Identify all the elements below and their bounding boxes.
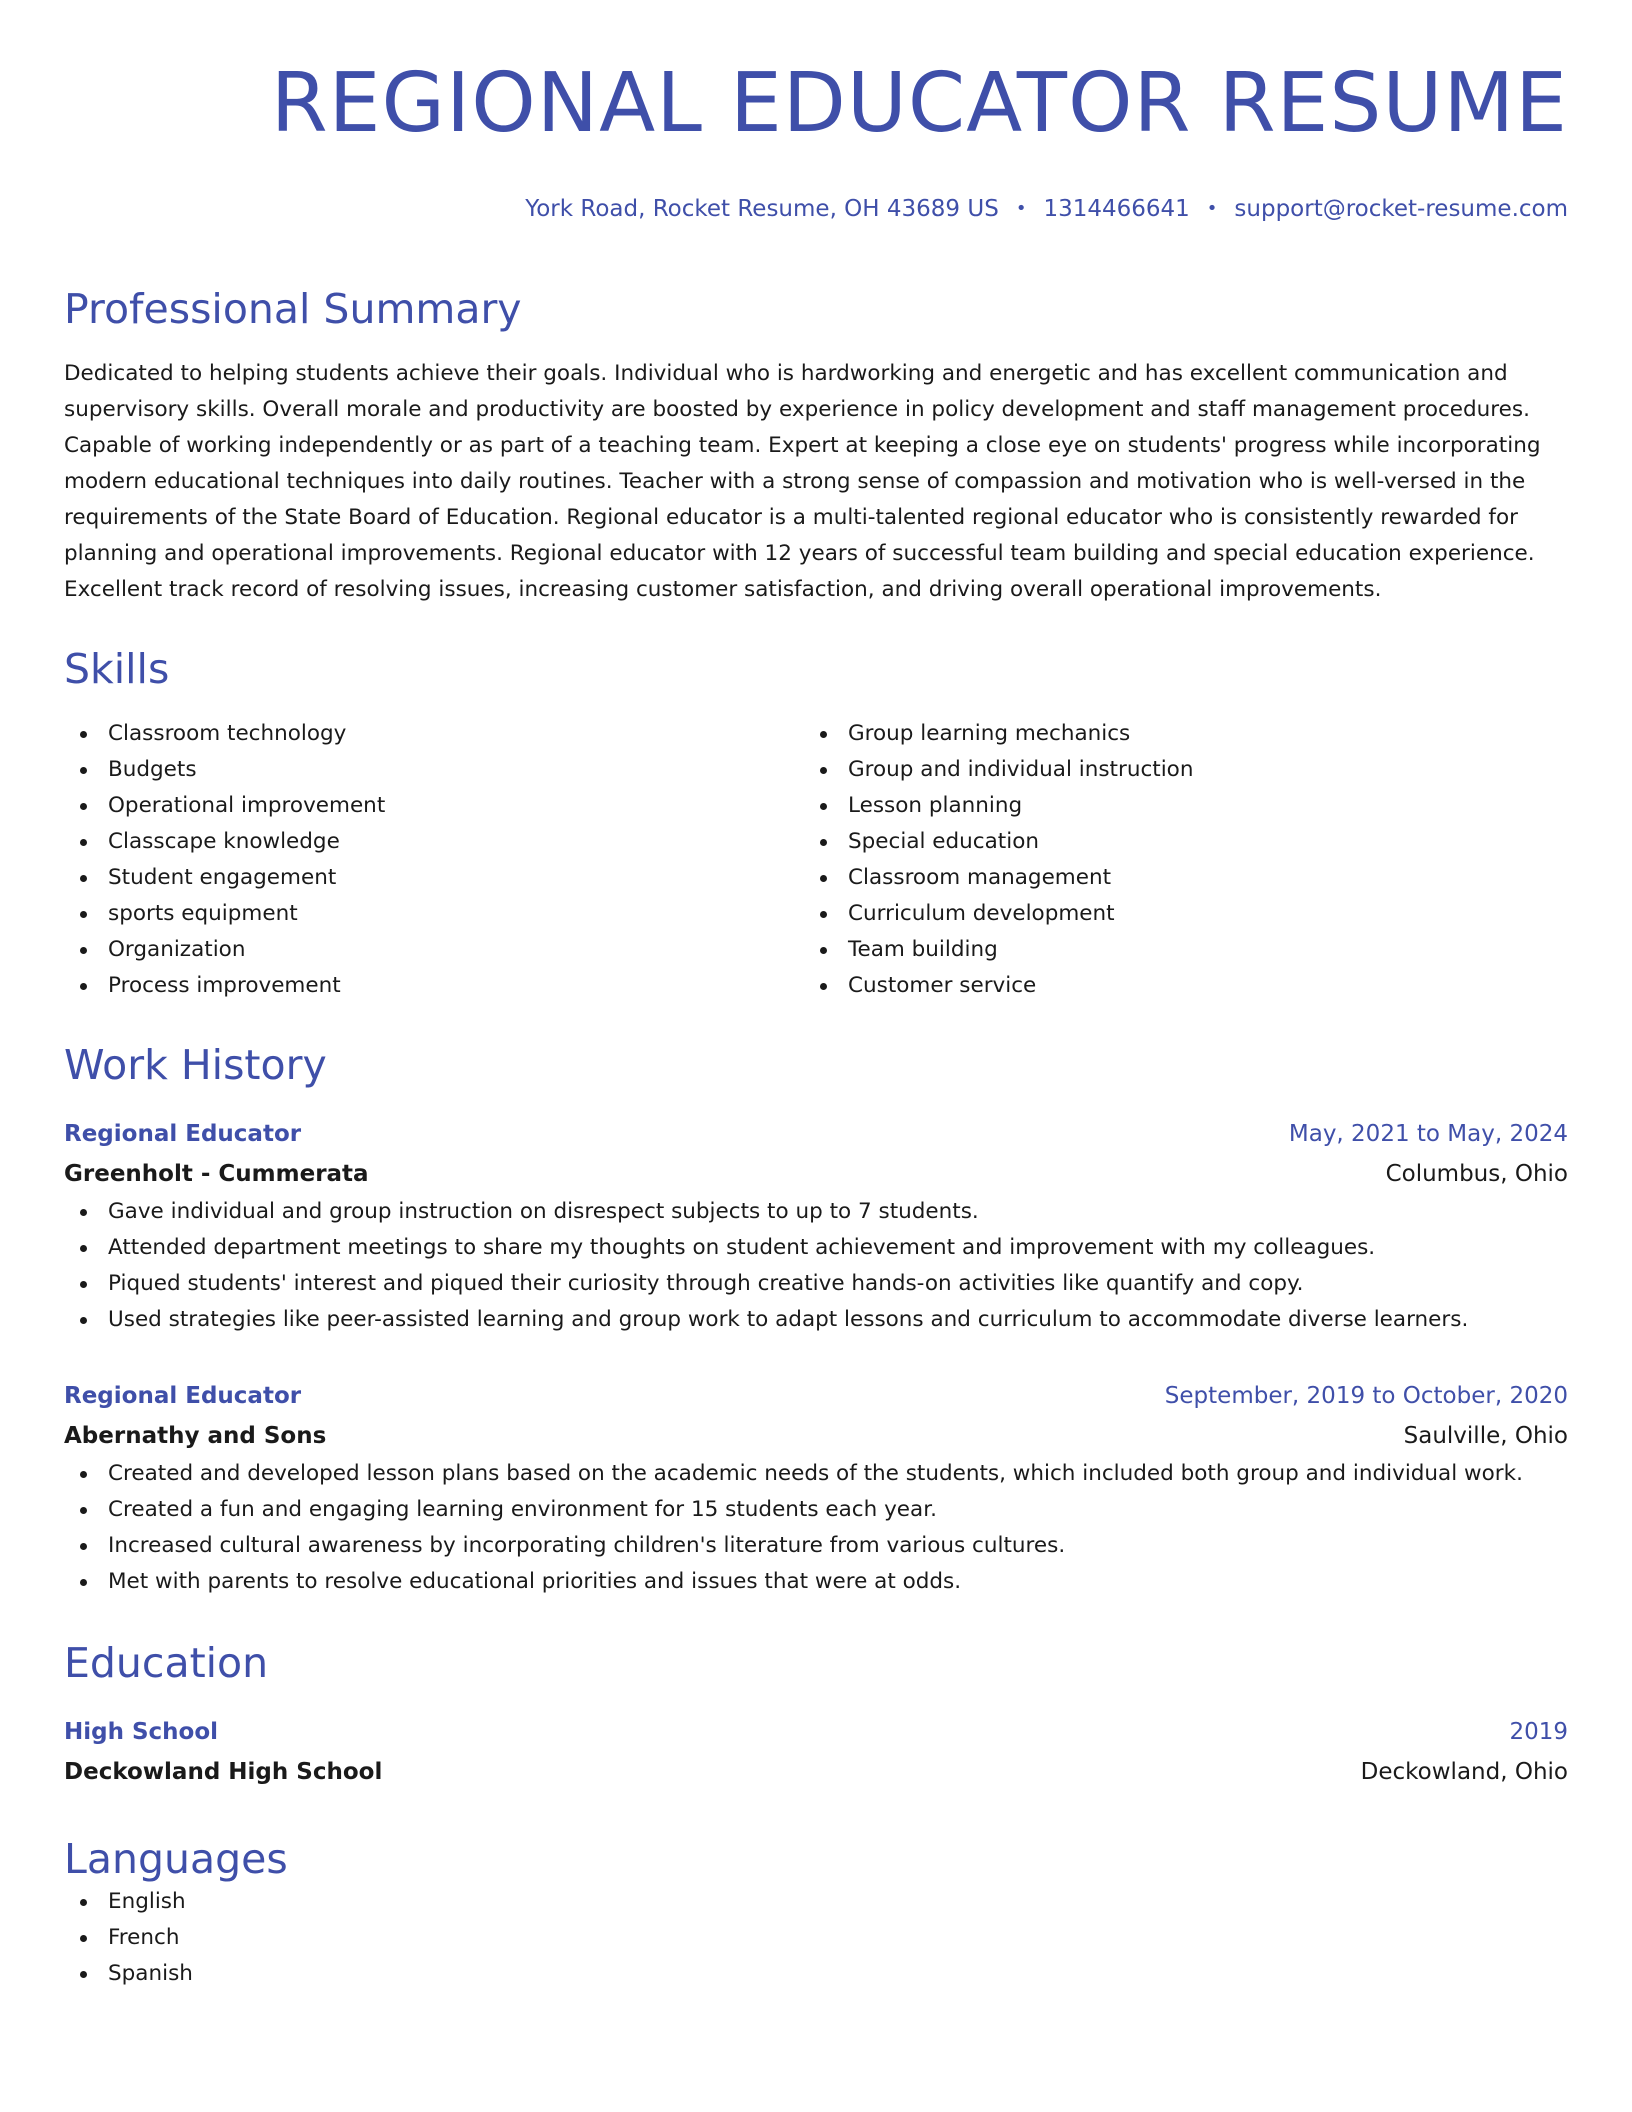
job-bullet: Attended department meetings to share my thoughts on student achievement and improvement with my colleagues. — [64, 1230, 1568, 1266]
skill-item: Student engagement — [64, 860, 804, 896]
education-subheader — [64, 1752, 1568, 1792]
skill-item: Special education — [804, 824, 1544, 860]
language-item: French — [64, 1920, 1568, 1956]
job-entry — [64, 1114, 1568, 1338]
skill-item: Group learning mechanics — [804, 716, 1544, 752]
skill-item: Team building — [804, 932, 1544, 968]
job-bullet: Created and developed lesson plans based on the academic needs of the students, which included both group and individual work. — [64, 1456, 1568, 1492]
contact-address: York Road, Rocket Resume, OH 43689 US — [525, 196, 999, 222]
education-location: Deckowland, Ohio — [1360, 1759, 1568, 1785]
languages-heading: Languages — [64, 1835, 288, 1883]
contact-email: support@rocket-resume.com — [1234, 196, 1568, 222]
contact-phone: 1314466641 — [1043, 196, 1190, 222]
job-role: Regional Educator — [64, 1383, 302, 1409]
job-bullets — [64, 1456, 1568, 1600]
skill-item: Classcape knowledge — [64, 824, 804, 860]
job-bullet: Created a fun and engaging learning environment for 15 students each year. — [64, 1492, 1568, 1528]
skill-item: Organization — [64, 932, 804, 968]
skill-item: Lesson planning — [804, 788, 1544, 824]
skills-column-left — [64, 716, 804, 1004]
skill-item: Customer service — [804, 968, 1544, 1004]
skill-item: Process improvement — [64, 968, 804, 1004]
languages-list — [64, 1884, 1568, 1992]
job-bullet: Piqued students' interest and piqued their curiosity through creative hands-on activities like quantify and copy. — [64, 1266, 1568, 1302]
job-company: Greenholt - Cummerata — [64, 1161, 369, 1187]
contact-line — [64, 194, 1568, 224]
summary-heading: Professional Summary — [64, 285, 522, 333]
job-location: Saulville, Ohio — [1403, 1423, 1568, 1449]
skill-item: Group and individual instruction — [804, 752, 1544, 788]
job-role: Regional Educator — [64, 1121, 302, 1147]
job-company: Abernathy and Sons — [64, 1423, 327, 1449]
summary-text: Dedicated to helping students achieve their goals. Individual who is hardworking and energetic and has excellent communication and supervisory skills. Overall morale and productivity are boosted by experience in policy development and staff management procedures. Capable of working independently or as part of a teaching team. Expert at keeping a close eye on students' progress while incorporating modern educational techniques into daily routines. Teacher with a strong sense of compassion and motivation who is well-versed in the requirements of the State Board of Education. Regional educator is a multi-talented regional educator who is consistently rewarded for planning and operational improvements. Regional educator with 12 years of successful team building and special education experience. Excellent track record of resolving issues, increasing customer satisfaction, and driving overall operational improvements. — [64, 361, 1541, 602]
contact-separator: • — [1015, 198, 1027, 219]
language-item: Spanish — [64, 1956, 1568, 1992]
language-item: English — [64, 1884, 1568, 1920]
job-bullets — [64, 1194, 1568, 1338]
job-subheader — [64, 1416, 1568, 1456]
contact-separator: • — [1206, 198, 1218, 219]
education-degree: High School — [64, 1719, 219, 1745]
job-bullet: Increased cultural awareness by incorporating children's literature from various cultures. — [64, 1528, 1568, 1564]
skills-column-right — [804, 716, 1544, 1004]
education-heading: Education — [64, 1639, 269, 1687]
skill-item: Curriculum development — [804, 896, 1544, 932]
job-bullet: Used strategies like peer-assisted learning and group work to adapt lessons and curriculum to accommodate diverse learners. — [64, 1302, 1568, 1338]
job-header — [64, 1114, 1568, 1154]
job-header — [64, 1376, 1568, 1416]
education-entry — [64, 1712, 1568, 1792]
education-year: 2019 — [1509, 1719, 1568, 1745]
education-header — [64, 1712, 1568, 1752]
skill-item: Operational improvement — [64, 788, 804, 824]
job-bullet: Met with parents to resolve educational priorities and issues that were at odds. — [64, 1564, 1568, 1600]
job-subheader — [64, 1154, 1568, 1194]
resume-title: REGIONAL EDUCATOR RESUME — [270, 56, 1568, 151]
skill-item: Classroom management — [804, 860, 1544, 896]
skill-item: Budgets — [64, 752, 804, 788]
work-history-heading: Work History — [64, 1041, 327, 1089]
education-school: Deckowland High School — [64, 1759, 383, 1785]
job-dates: May, 2021 to May, 2024 — [1288, 1121, 1568, 1147]
skill-item: sports equipment — [64, 896, 804, 932]
job-bullet: Gave individual and group instruction on disrespect subjects to up to 7 students. — [64, 1194, 1568, 1230]
job-dates: September, 2019 to October, 2020 — [1164, 1383, 1568, 1409]
job-location: Columbus, Ohio — [1385, 1161, 1568, 1187]
job-entry — [64, 1376, 1568, 1600]
skills-list — [64, 716, 1568, 1004]
skill-item: Classroom technology — [64, 716, 804, 752]
skills-heading: Skills — [64, 645, 170, 693]
